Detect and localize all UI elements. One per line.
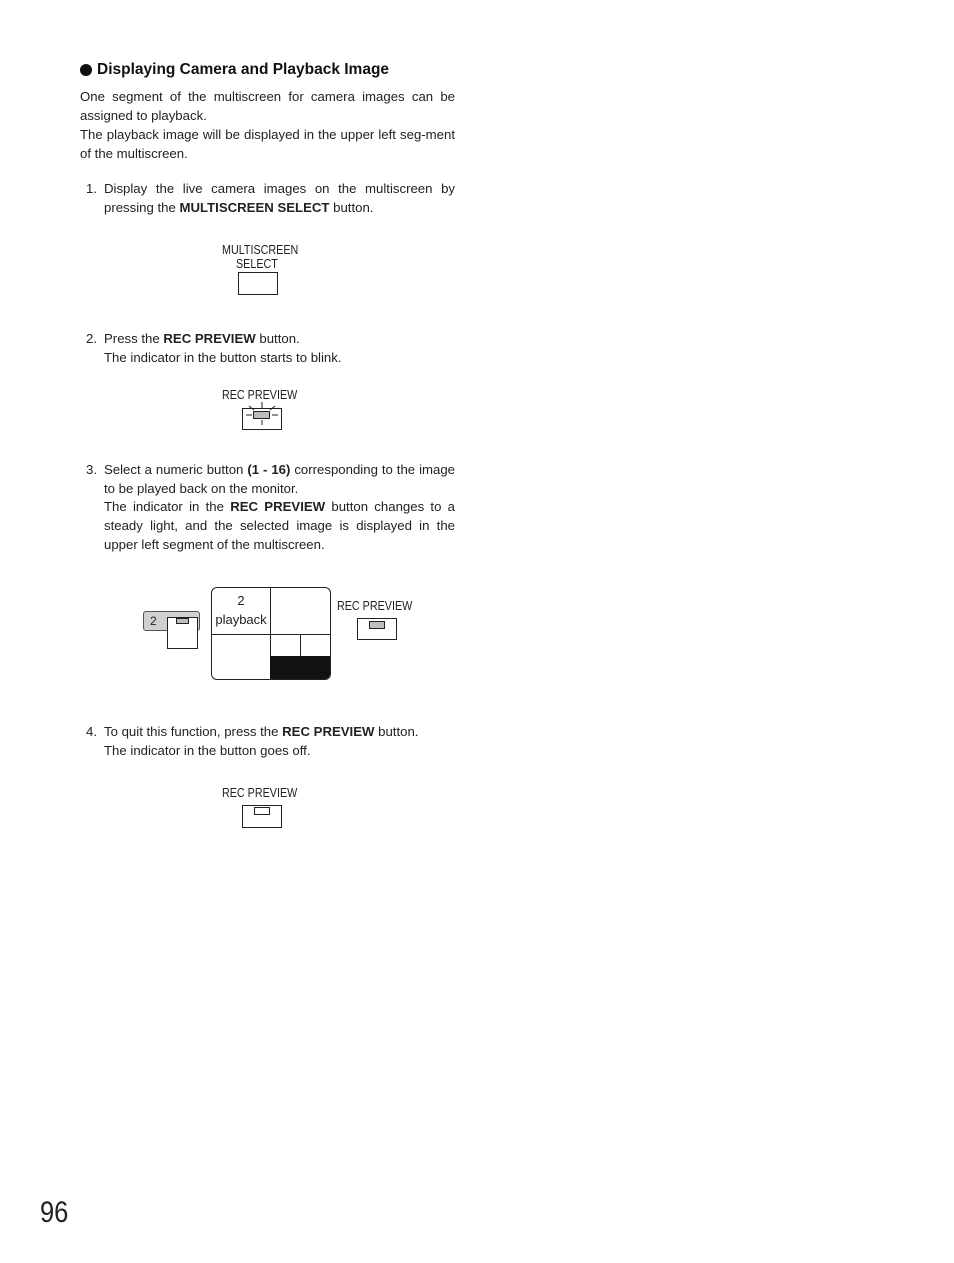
step-4 (80, 723, 455, 760)
step-number: 4. (86, 724, 97, 739)
monitor-black-segment (270, 656, 331, 680)
intro-paragraph-1: One segment of the multiscreen for camera images can be assigned to playback. (80, 89, 455, 123)
rec-preview-label: REC PREVIEW (222, 388, 298, 402)
multiscreen-monitor (211, 587, 331, 680)
step-body: Press the REC PREVIEW button. The indicator in the button starts to blink. (104, 331, 342, 365)
step-number: 2. (86, 331, 97, 346)
button-name: REC PREVIEW (230, 499, 326, 515)
off-indicator (254, 807, 270, 815)
step-1 (80, 180, 455, 217)
step-3 (80, 461, 455, 555)
button-name: REC PREVIEW (282, 724, 375, 739)
blink-rays-icon (244, 399, 280, 427)
step-body: To quit this function, press the REC PREVIEW button. The indicator in the button goes off. (104, 724, 419, 758)
intro-paragraph-2: The playback image will be displayed in the upper left seg-ment of the multiscreen. (80, 127, 455, 161)
intro-text (80, 87, 455, 163)
button-name: (1 - 16) (247, 462, 291, 477)
rec-preview-label: REC PREVIEW (222, 786, 298, 800)
button-name: REC PREVIEW (163, 331, 256, 346)
filled-circle-icon (80, 64, 92, 76)
playback-segment-label: playback (215, 612, 267, 627)
multiscreen-select-label: MULTISCREEN (222, 243, 299, 257)
multiscreen-select-label-2: SELECT (236, 257, 278, 271)
steady-indicator (369, 621, 385, 629)
step-number: 3. (86, 462, 97, 477)
multiscreen-select-button (238, 272, 278, 295)
numeric-button-indicator (176, 618, 189, 624)
step-body: Display the live camera images on the multiscreen by pressing the MULTISCREEN SELECT button. (104, 181, 455, 215)
rec-preview-label: REC PREVIEW (337, 599, 413, 613)
page-number: 96 (40, 1196, 69, 1229)
numeric-button-label: 2 (150, 614, 157, 628)
step-2 (80, 330, 455, 367)
step-body: Select a numeric button (1 - 16) corresponding to the image to be played back on the monitor. The indicator in the REC PREVIEW button changes to a steady light, and the selected image is displayed in the upper left segment of the multiscreen. (104, 462, 456, 552)
section-heading (80, 61, 389, 79)
step-number: 1. (86, 181, 97, 196)
button-name: MULTISCREEN SELECT (179, 199, 330, 215)
playback-segment-number: 2 (237, 593, 245, 608)
monitor-divider-horizontal (212, 634, 331, 635)
section-heading-text: Displaying Camera and Playback Image (97, 61, 390, 78)
